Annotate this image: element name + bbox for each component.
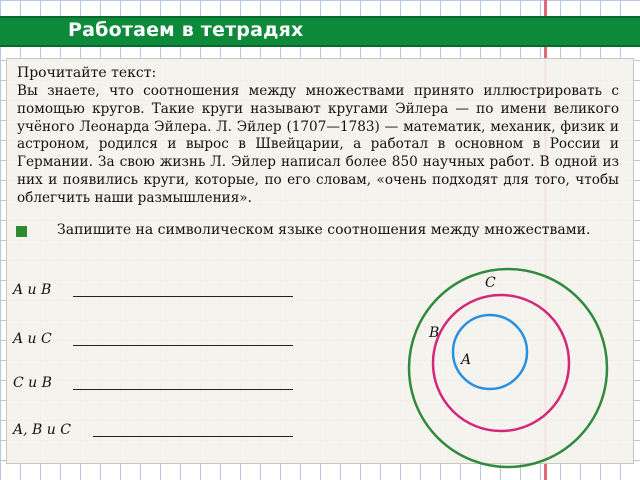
answer-line-c-b[interactable]	[73, 389, 293, 390]
answer-row-label: A, B и C	[13, 422, 71, 438]
answer-line-a-c[interactable]	[73, 345, 293, 346]
title-banner	[0, 16, 640, 47]
task-bullet-icon	[16, 226, 27, 237]
euler-diagram	[397, 264, 619, 472]
banner-title: Работаем в тетрадях	[68, 19, 304, 41]
answer-line-a-b-c[interactable]	[93, 436, 293, 437]
circle-c-label: C	[485, 275, 496, 291]
circle-a-label: A	[461, 352, 472, 368]
textbook-page	[6, 58, 634, 464]
answer-row-label: C и B	[13, 375, 52, 391]
task-instruction: Запишите на символическом языке соотношения между множествами.	[57, 222, 591, 238]
answer-row-a-b	[13, 282, 51, 298]
circle-c	[409, 269, 607, 467]
answer-row-label: A и C	[13, 331, 52, 347]
answer-row-label: A и B	[13, 282, 52, 298]
answer-row-c-b	[13, 375, 52, 391]
answer-row-a-c	[13, 331, 52, 347]
answer-row-a-b-c	[13, 422, 71, 438]
euler-paragraph: Вы знаете, что соотношения между множествами принято иллюстрировать с помощью кругов. Такие круги называют кругами Эйлера — по имени великого учёного Леонарда Эйлера. Л. Эйлер (1707—1783) — математик, механик, физик и астроном, родился и вырос в Швейцарии, а работал в основном в России и Германии. За свою жизнь Л. Эйлер написал более 850 научных работ. В одной из них и появились круги, которые, по его словам, «очень подходят для того, чтобы облегчить наши размышления».	[17, 83, 619, 206]
page-heading: Прочитайте текст:	[17, 65, 157, 81]
circle-b-label: B	[429, 325, 440, 341]
answer-line-a-b[interactable]	[73, 296, 293, 297]
